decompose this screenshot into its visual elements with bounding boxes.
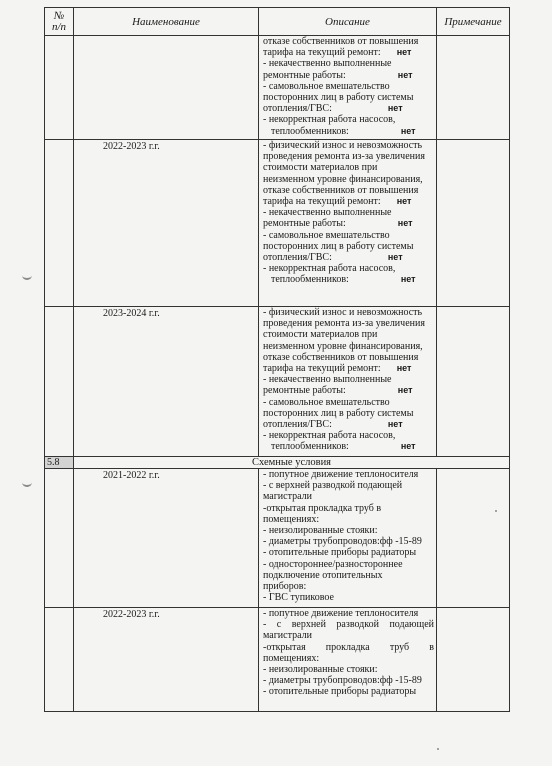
desc-line: тарифа на текущий ремонт: нет	[263, 196, 412, 208]
header-note: Примечание	[437, 8, 510, 36]
table-row	[45, 140, 510, 307]
desc-line: ремонтные работы: нет	[263, 218, 413, 230]
desc-line: приборов:	[263, 581, 307, 593]
num-cell	[45, 469, 74, 608]
table-row	[45, 307, 510, 457]
header-name: Наименование	[74, 8, 259, 36]
section-number: 5.8	[45, 457, 74, 469]
desc-line: - некорректная работа насосов,	[263, 430, 396, 442]
desc-line: - некачественно выполненные	[263, 374, 392, 386]
desc-line: -открытая прокладка труб в	[263, 502, 382, 514]
desc-line: - некачественно выполненные	[263, 58, 392, 70]
desc-line: - некачественно выполненные	[263, 207, 392, 219]
desc-line: - попутное движение теплоносителя	[263, 608, 419, 619]
desc-line: - отопительные приборы радиаторы	[263, 547, 417, 559]
desc-line: - неизолированные стояки:	[263, 664, 378, 676]
answer-no: нет	[387, 252, 403, 263]
answer-no: нет	[396, 196, 412, 207]
answer-no: нет	[400, 441, 416, 452]
desc-line: ремонтные работы: нет	[263, 385, 413, 397]
desc-line: - ГВС тупиковое	[263, 592, 334, 604]
desc-line: теплообменников: нет	[271, 274, 416, 286]
desc-line: тарифа на текущий ремонт: нет	[263, 47, 412, 59]
description-cell	[259, 36, 437, 140]
table-header-row	[45, 8, 510, 36]
desc-line: - физический износ и невозможность	[263, 140, 423, 151]
num-cell	[45, 36, 74, 140]
desc-line: - отопительные приборы радиаторы	[263, 686, 417, 698]
answer-no: нет	[387, 103, 403, 114]
desc-line: - самовольное вмешательство	[263, 80, 390, 92]
desc-line: - с верхней разводкой подающей	[263, 619, 434, 631]
section-title: Схемные условия	[74, 457, 510, 469]
desc-line: отказе собственников от повышения	[263, 184, 419, 196]
punch-hole-mark-top	[22, 271, 32, 280]
answer-no: нет	[397, 385, 413, 396]
desc-line: тарифа на текущий ремонт: нет	[263, 363, 412, 375]
num-cell	[45, 140, 74, 307]
note-cell	[437, 608, 510, 712]
desc-line: теплообменников: нет	[271, 441, 416, 453]
table-row	[45, 469, 510, 608]
description-cell	[259, 469, 437, 608]
desc-line: - самовольное вмешательство	[263, 396, 390, 408]
desc-line: - диаметры трубопроводов:фф -15-89	[263, 675, 422, 687]
desc-line: - неизолированные стояки:	[263, 525, 378, 537]
desc-line: помещениях:	[263, 652, 320, 664]
desc-line: - самовольное вмешательство	[263, 229, 390, 241]
description-cell	[259, 608, 437, 712]
period-cell: 2021-2022 г.г.	[74, 469, 259, 608]
desc-line: - физический износ и невозможность	[263, 307, 423, 318]
desc-line: - некорректная работа насосов,	[263, 263, 396, 275]
period-cell: 2023-2024 г.г.	[74, 307, 259, 457]
desc-line: магистрали	[263, 491, 312, 503]
desc-line: стоимости материалов при	[263, 162, 378, 174]
desc-line: - диаметры трубопроводов:фф -15-89	[263, 536, 422, 548]
document-table	[44, 7, 510, 712]
desc-line: - с верхней разводкой подающей	[263, 480, 403, 492]
note-cell	[437, 307, 510, 457]
desc-line: - некорректная работа насосов,	[263, 114, 396, 126]
period-cell: 2022-2023 г.г.	[74, 608, 259, 712]
note-cell	[437, 140, 510, 307]
desc-line: проведения ремонта из-за увеличения	[263, 151, 425, 163]
description-cell	[259, 307, 437, 457]
answer-no: нет	[400, 274, 416, 285]
desc-line: помещениях:	[263, 513, 320, 525]
num-cell	[45, 608, 74, 712]
section-row	[45, 457, 510, 469]
period-cell: 2022-2023 г.г.	[74, 140, 259, 307]
punch-hole-mark-bottom	[22, 478, 32, 487]
table-row	[45, 608, 510, 712]
desc-line: посторонних лиц в работу системы	[263, 407, 414, 419]
desc-line: неизменном уровне финансирования,	[263, 173, 423, 185]
desc-line: - одностороннее/разностороннее	[263, 558, 403, 570]
answer-no: нет	[400, 125, 416, 136]
answer-no: нет	[396, 363, 412, 374]
header-num: № п/п	[45, 8, 74, 36]
note-cell	[437, 36, 510, 140]
answer-no: нет	[397, 218, 413, 229]
desc-line: подключение отопительных	[263, 569, 383, 581]
desc-line: неизменном уровне финансирования,	[263, 340, 423, 352]
desc-line: посторонних лиц в работу системы	[263, 240, 414, 252]
note-cell	[437, 469, 510, 608]
answer-no: нет	[396, 47, 412, 58]
desc-line: посторонних лиц в работу системы	[263, 92, 414, 104]
table-row	[45, 36, 510, 140]
desc-line: теплообменников: нет	[271, 125, 416, 137]
desc-line: -открытая прокладка труб в	[263, 641, 434, 653]
desc-line: отопления/ГВС: нет	[263, 252, 403, 264]
description-cell	[259, 140, 437, 307]
answer-no: нет	[387, 419, 403, 430]
desc-line: отказе собственников от повышения	[263, 351, 419, 363]
desc-line: отопления/ГВС: нет	[263, 419, 403, 431]
scan-speck	[437, 748, 439, 750]
desc-line: проведения ремонта из-за увеличения	[263, 318, 425, 330]
desc-line: - попутное движение теплоносителя	[263, 469, 419, 480]
period-cell	[74, 36, 259, 140]
num-cell	[45, 307, 74, 457]
answer-no: нет	[397, 69, 413, 80]
desc-line: магистрали	[263, 630, 312, 642]
desc-line: отказе собственников от повышения	[263, 36, 419, 47]
header-description: Описание	[259, 8, 437, 36]
desc-line: ремонтные работы: нет	[263, 69, 413, 81]
desc-line: стоимости материалов при	[263, 329, 378, 341]
desc-line: отопления/ГВС: нет	[263, 103, 403, 115]
